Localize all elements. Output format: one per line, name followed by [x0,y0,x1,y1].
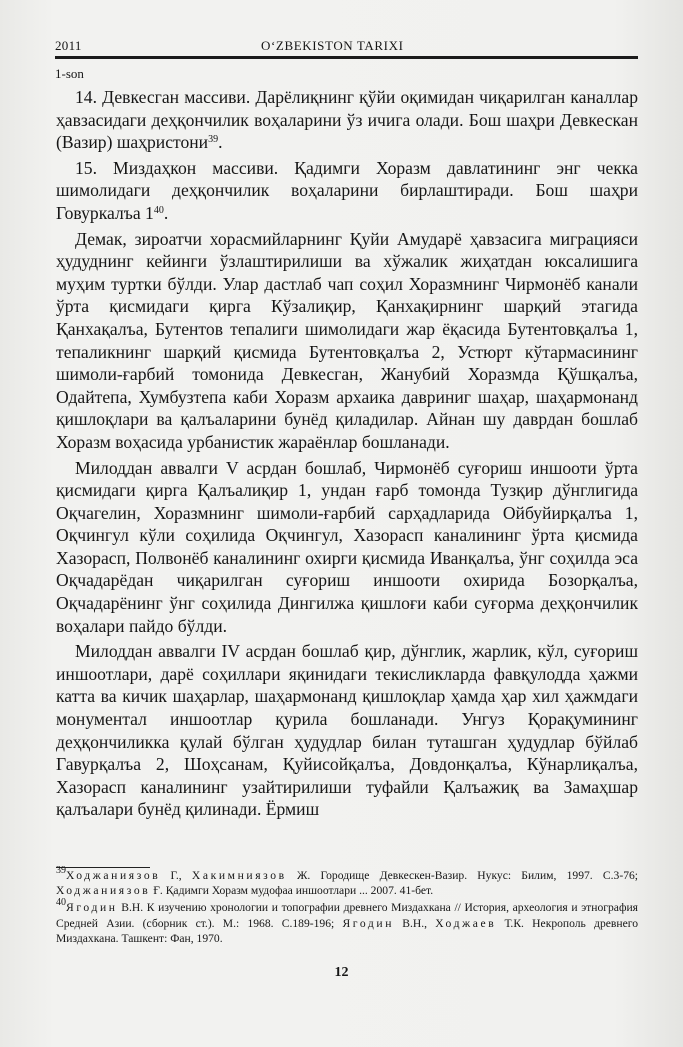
header-rule [55,56,638,59]
paragraph: Милоддан аввалги V асрдан бошлаб, Чирмонёб суғориш иншооти ўрта қисмидаги қирга Қалъалиқир 1, ундан ғарб томонда Тузқир дўнглигида Оқчагелин, Хоразмнинг шимоли-ғарбий сарҳадларида Ойбуйирқалъа 1, Оқчингул кўли соҳилида Оқчингул, Хазорасп каналининг ўрта қисмида Хазорасп, Полвонёб каналининг охирги қисмида Иванқалъа, ўнг соҳилда эса Оқчадарёдан чиқарилган суғориш иншооти охирида Бозорқалъа, Оқчадарёнинг ўнг соҳилида Дингилжа қишлоғи каби суғорма деҳқончилик воҳалари пайдо бўлди. [56,457,638,636]
page-number: 12 [334,965,349,980]
header-issue: 1-son [55,66,84,81]
header-journal-title: O‘ZBEKISTON TARIXI [261,38,404,53]
running-header [55,34,638,62]
footnote-ref: 39 [208,134,219,146]
paragraph: 14. Девкесган массиви. Дарёлиқнинг қўйи оқимидан чиқарилган каналлар ҳавзасидаги деҳқончилик воҳаларини ўз ичига олади. Бош шаҳри Девкескан (Вазир) шаҳристони$^{39}$. [56,87,638,153]
header-year: 2011 [55,38,82,53]
paragraph: Милоддан аввалги IV асрдан бошлаб қир, дўнглик, жарлик, кўл, суғориш иншоотлари, дарё соҳиллари яқинидаги текисликларда фавқулодда ҳажми катта ва кичик шаҳарлар, шаҳармонанд қишлоқлар ҳамда ҳар хил ҳажмдаги монументал иншоотлар қурила бошланади. Унгуз Қорақумининг деҳқончиликка қулай бўлган ҳудудлар билан туташган ҳудудлар бўйлаб Гавурқалъа 2, Шоҳсанам, Қуйисойқалъа, Довдонқалъа, Кўнарлиқалъа, Хазорасп каналининг узайтирилиши туфайли Қалъажиқ ва Замаҳшар қалъалари бунёд қилинади. Ёрмиш [56,641,638,820]
footnote: $^{39}$Ходжаниязов Г., Хакимниязов Ж. Городище Девкескен-Вазир. Нукус: Билим, 1997. С.3-76; Ходжаниязов Ғ. Қадимги Хоразм мудофаа иншоотлари ... 2007. 41-бет. [56,865,639,898]
article-body [56,86,638,821]
footnotes [56,865,639,946]
footnote: $^{40}$Ягодин В.Н. К изучению хронологии и топографии древнего Миздахкана // История, археология и этнография Средней Азии. (сборник ст.). М.: 1968. С.189-196; Ягодин В.Н., Ходжаев Т.К. Некрополь древнего Миздахкана. Ташкент: Фан, 1970. [56,897,638,945]
footnote-number: 39 [56,865,66,876]
paragraph: Демак, зироатчи хорасмийларнинг Қуйи Амударё ҳавзасига миграцияси ҳудуднинг кейинги ўзлаштирилиши ва хўжалик жиҳатдан юксалишига муҳим туртки бўлди. Улар дастлаб чап соҳил Хоразмнинг Чирмонёб канали ўрта қисмидаги қирга Кўзалиқир, Қанхақирнинг шарқий этагида Қанхақалъа, Бутентов тепалиги шимолидаги жар ёқасида Бутентовқалъа 1, тепаликнинг шарқий қисмида Бутентовқалъа 2, Устюрт кўтармасининг шимоли-ғарбий томонида Девкесган, Жанубий Хоразмда Қўшқалъа, Одайтепа, Хумбузтепа каби Хоразм архаика давриниг шаҳар, шаҳармонанд қишлоқлари ва қалъаларини бунёд қиладилар. Айнан шу даврдан бошлаб Хоразм воҳасида урбанистик жараёнлар бошланади. [56,228,638,452]
footnote-ref: 40 [153,204,164,216]
paragraph: 15. Миздаҳкон массиви. Қадимги Хоразм давлатининг энг чекка шимолидаги деҳқончилик воҳаларини бирлаштиради. Бош шаҳри Говуркалъа $1^{40}$. [56,157,638,223]
footnote-number: 40 [56,897,66,909]
